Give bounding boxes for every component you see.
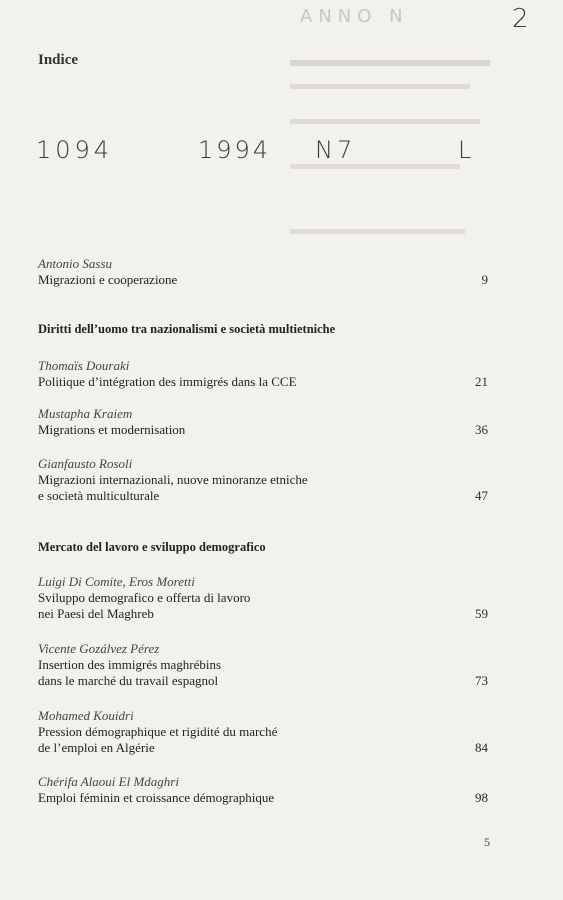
- handwritten-year-1: 1094: [36, 136, 114, 164]
- entry-author: Chérifa Alaoui El Mdaghri: [38, 774, 179, 789]
- entry-author: Mustapha Kraiem: [38, 406, 133, 421]
- toc-entry: [38, 256, 488, 288]
- handwritten-year-2: 1994: [198, 136, 272, 164]
- entry-title: Migrations et modernisation: [38, 422, 186, 437]
- entry-title: Sviluppo demografico e offerta di lavoro: [38, 590, 251, 605]
- entry-author: Antonio Sassu: [38, 256, 113, 271]
- toc-entry: [38, 641, 488, 689]
- entry-page-number: 98: [475, 790, 488, 805]
- handwritten-issue-number: N7: [315, 136, 357, 164]
- section-heading: Diritti dell’uomo tra nazionalismi e società multietniche: [38, 322, 336, 336]
- index-heading: Indice: [38, 52, 79, 68]
- entry-author: Thomaïs Douraki: [38, 358, 130, 373]
- handwritten-mark: L: [458, 136, 473, 164]
- footer-page-number: 5: [484, 835, 490, 849]
- entry-title-line-2: nei Paesi del Maghreb: [38, 606, 154, 621]
- entry-page-number: 47: [475, 488, 488, 503]
- entry-title: Pression démographique et rigidité du marché: [38, 724, 278, 739]
- entry-title-line-2: de l’emploi en Algérie: [38, 740, 155, 755]
- entry-title-line-2: dans le marché du travail espagnol: [38, 673, 219, 688]
- entry-author: Gianfausto Rosoli: [38, 456, 133, 471]
- entry-title: Insertion des immigrés maghrébins: [38, 657, 222, 672]
- toc-entry: [38, 456, 488, 504]
- toc-entry: [38, 406, 488, 438]
- entry-page-number: 9: [481, 272, 488, 287]
- entry-title: Migrazioni e cooperazione: [38, 272, 178, 287]
- entry-page-number: 73: [475, 673, 488, 688]
- handwritten-corner-mark: 2: [512, 4, 530, 34]
- toc-entry: [38, 358, 488, 390]
- entry-title: Migrazioni internazionali, nuove minoranze etniche: [38, 472, 308, 487]
- entry-author: Vicente Gozálvez Pérez: [38, 641, 160, 656]
- entry-author: Luigi Di Comite, Eros Moretti: [38, 574, 195, 589]
- entry-title: Emploi féminin et croissance démographique: [38, 790, 275, 805]
- toc-entry: [38, 774, 488, 806]
- section-heading: Mercato del lavoro e sviluppo demografico: [38, 540, 266, 554]
- entry-title-line-2: e società multiculturale: [38, 488, 160, 503]
- entry-page-number: 59: [475, 606, 488, 621]
- entry-title: Politique d’intégration des immigrés dans la CCE: [38, 374, 297, 389]
- bleed-through-marks: ANNO N: [300, 6, 409, 27]
- entry-author: Mohamed Kouidri: [38, 708, 134, 723]
- entry-page-number: 21: [475, 374, 488, 389]
- toc-entry: [38, 708, 488, 756]
- entry-page-number: 84: [475, 740, 488, 755]
- toc-entry: [38, 574, 488, 622]
- entry-page-number: 36: [475, 422, 488, 437]
